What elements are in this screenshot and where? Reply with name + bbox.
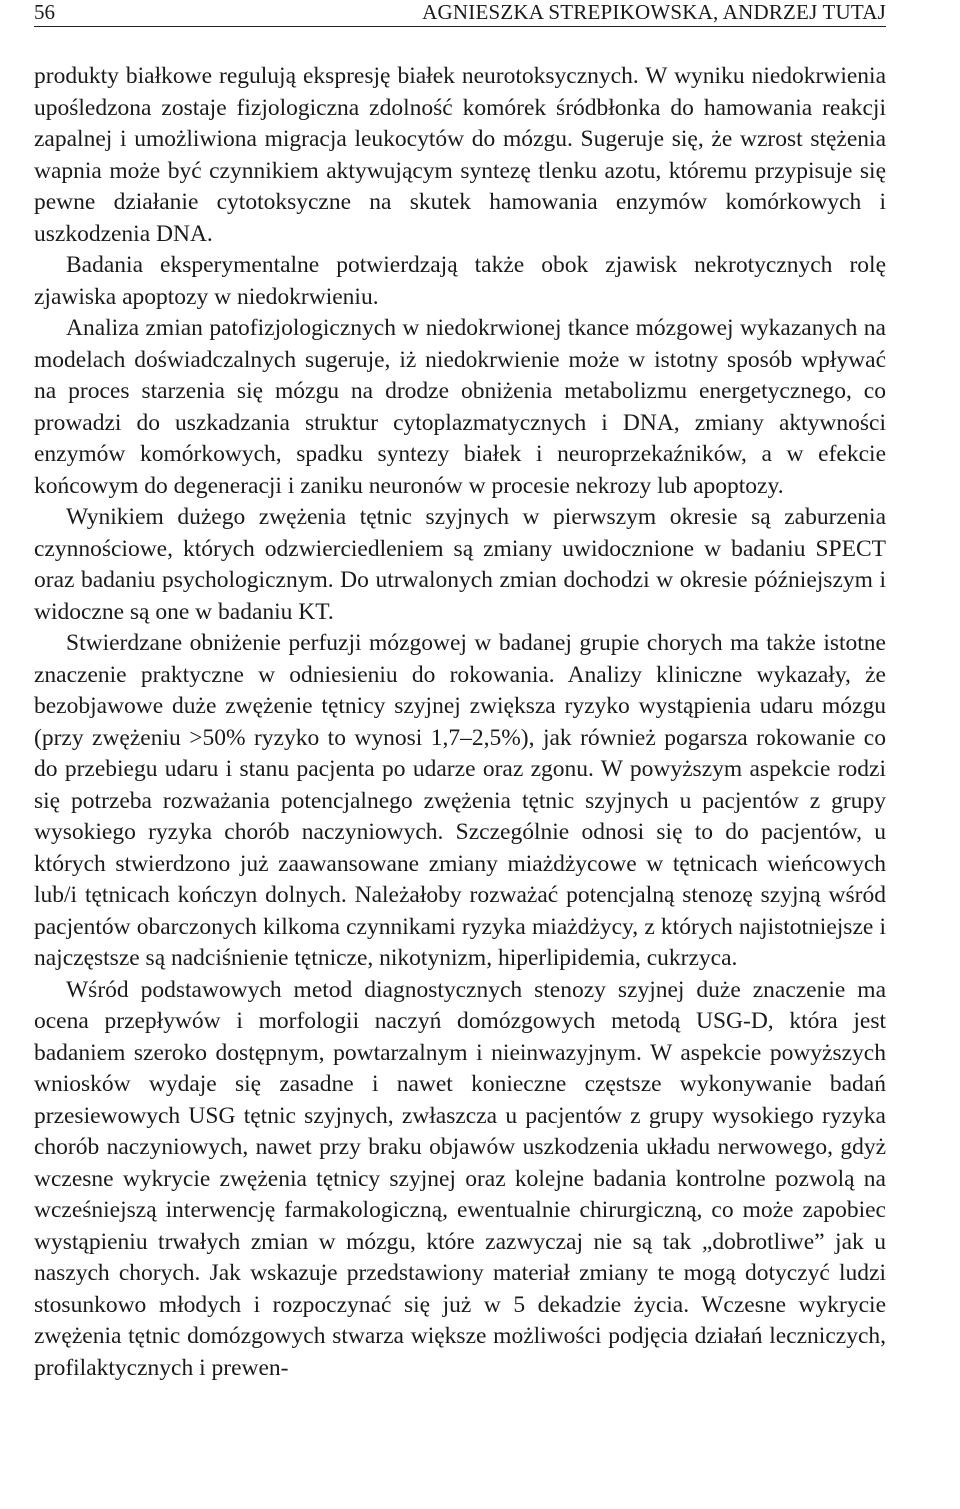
body-text <box>34 61 886 1384</box>
running-header <box>34 0 886 27</box>
paragraph-continuation: produkty białkowe regulują ekspresję białek neurotoksycznych. W wyniku niedokrwienia upośledzona zostaje fizjologiczna zdolność komórek śródbłonka do hamowania reakcji zapalnej i umożliwiona migracja leukocytów do mózgu. Sugeruje się, że wzrost stężenia wapnia może być czynnikiem aktywującym syntezę tlenku azotu, któremu przypisuje się pewne działanie cytotoksyczne na skutek hamowania enzymów komórkowych i uszkodzenia DNA. <box>34 63 886 247</box>
paragraph-carotid-stenosis: Wynikiem dużego zwężenia tętnic szyjnych w pierwszym okresie są zaburzenia czynnościowe, których odzwierciedleniem są zmiany uwidocznione w badaniu SPECT oraz badaniu psychologicznym. Do utrwalonych zmian dochodzi w okresie późniejszym i widoczne są one w badaniu KT. <box>34 504 886 625</box>
running-head-authors: AGNIESZKA STREPIKOWSKA, ANDRZEJ TUTAJ <box>422 0 886 24</box>
paragraph-analysis: Analiza zmian patofizjologicznych w niedokrwionej tkance mózgowej wykazanych na modelach doświadczalnych sugeruje, iż niedokrwienie może w istotny sposób wpływać na proces starzenia się mózgu na drodze obniżenia metabolizmu energetycznego, co prowadzi do uszkadzania struktur cytoplazmatycznych i DNA, zmiany aktywności enzymów komórkowych, spadku syntezy białek i neuroprzekaźników, a w efekcie końcowym do degeneracji i zaniku neuronów w procesie nekrozy lub apoptozy. <box>34 315 886 499</box>
paragraph-diagnostics: Wśród podstawowych metod diagnostycznych stenozy szyjnej duże znaczenie ma ocena przepływów i morfologii naczyń domózgowych metodą USG-D, która jest badaniem szeroko dostępnym, powtarzalnym i nieinwazyjnym. W aspekcie powyższych wniosków wydaje się zasadne i nawet konieczne częstsze wykonywanie badań przesiewowych USG tętnic szyjnych, zwłaszcza u pacjentów z grupy wysokiego ryzyka chorób naczyniowych, nawet przy braku objawów uszkodzenia układu nerwowego, gdyż wczesne wykrycie zwężenia tętnicy szyjnej oraz kolejne badania kontrolne pozwolą na wcześniejszą interwencję farmakologiczną, ewentualnie chirurgiczną, co może zapobiec wystąpieniu trwałych zmian w mózgu, które zazwyczaj nie są tak „dobrotliwe” jak u naszych chorych. Jak wskazuje przedstawiony materiał zmiany te mogą dotyczyć ludzi stosunkowo młodych i rozpoczynać się już w 5 dekadzie życia. Wczesne wykrycie zwężenia tętnic domózgowych stwarza większe możliwości podjęcia działań leczniczych, profilaktycznych i prewen- <box>34 976 886 1381</box>
paragraph-perfusion-prognosis: Stwierdzane obniżenie perfuzji mózgowej w badanej grupie chorych ma także istotne znaczenie praktyczne w odniesieniu do rokowania. Analizy kliniczne wykazały, że bezobjawowe duże zwężenie tętnicy szyjnej zwiększa ryzyko wystąpienia udaru mózgu (przy zwężeniu >50% ryzyko to wynosi 1,7–2,5%), jak również pogarsza rokowanie co do przebiegu udaru i stanu pacjenta po udarze oraz zgonu. W powyższym aspekcie rodzi się potrzeba rozważania potencjalnego zwężenia tętnic szyjnych u pacjentów z grupy wysokiego ryzyka chorób naczyniowych. Szczególnie odnosi się to do pacjentów, u których stwierdzono już zaawansowane zmiany miażdżycowe w tętnicach wieńcowych lub/i tętnicach kończyn dolnych. Należałoby rozważać potencjalną stenozę szyjną wśród pacjentów obarczonych kilkoma czynnikami ryzyka miażdżycy, z których najistotniejsze i najczęstsze są nadciśnienie tętnicze, nikotynizm, hiperlipidemia, cukrzyca. <box>34 630 886 971</box>
paragraph-apoptosis: Badania eksperymentalne potwierdzają także obok zjawisk nekrotycznych rolę zjawiska apoptozy w niedokrwieniu. <box>34 252 886 310</box>
page-number: 56 <box>34 0 55 24</box>
